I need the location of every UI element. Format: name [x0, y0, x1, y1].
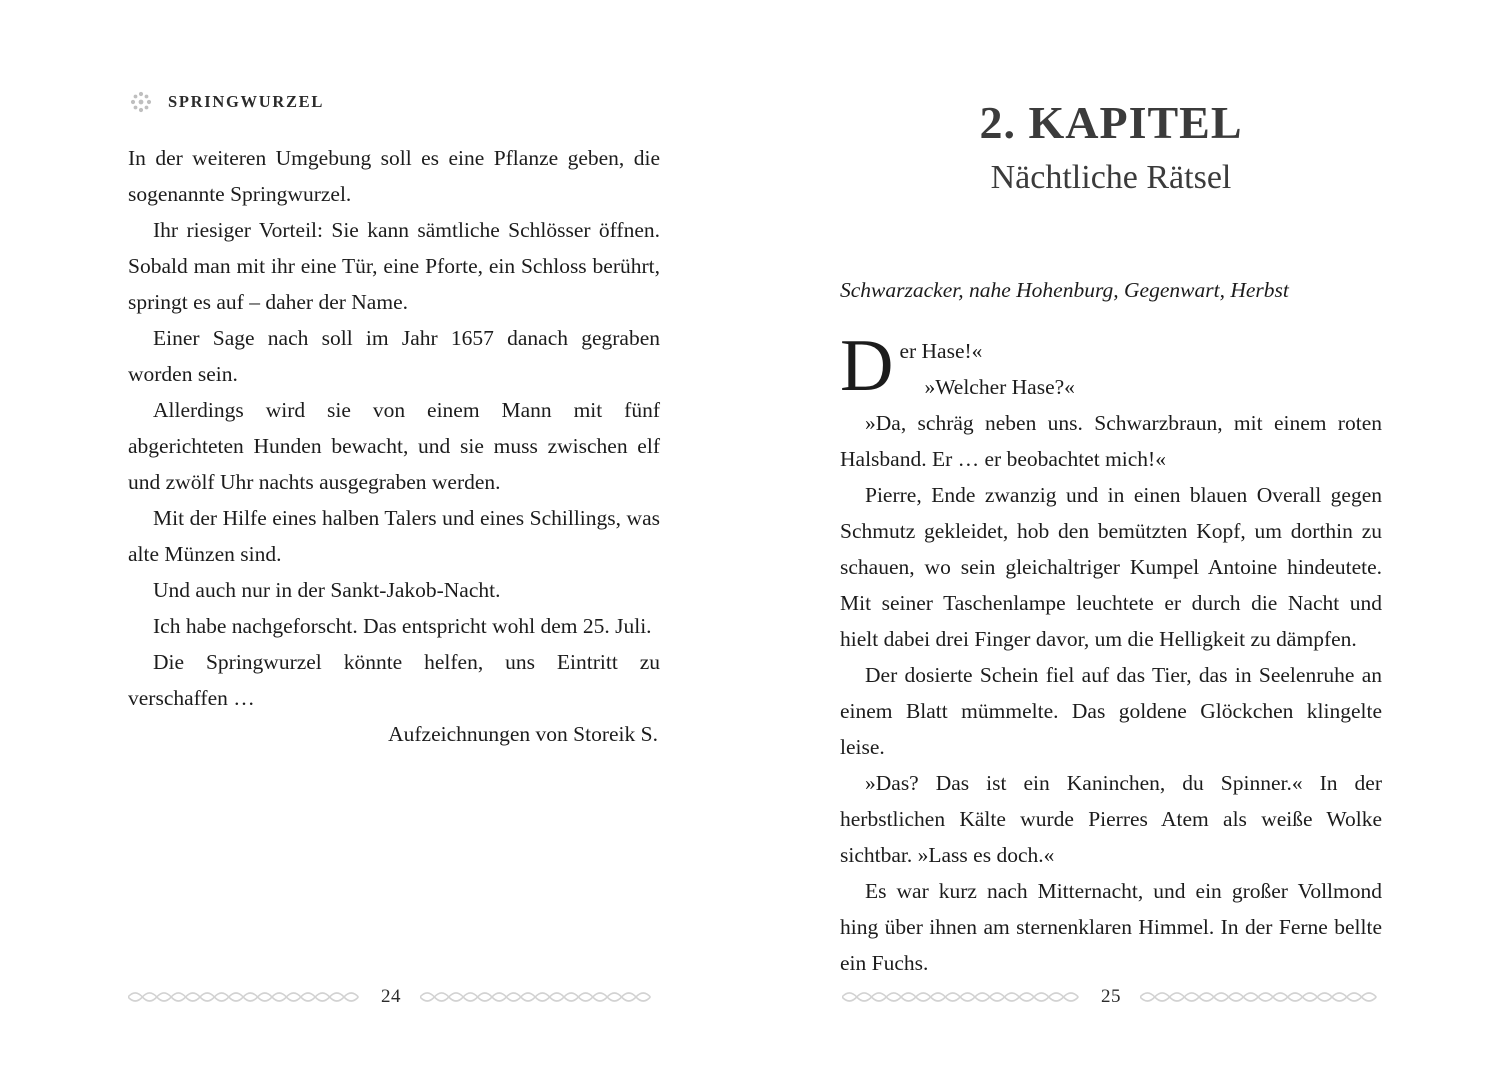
attribution-line: Aufzeichnungen von Storeik S.	[388, 722, 658, 746]
paragraph: Die Springwurzel könnte helfen, uns Eintritt zu verschaffen …	[128, 650, 660, 710]
page-number: 24	[381, 986, 401, 1007]
scene-setting-line: Schwarzacker, nahe Hohenburg, Gegenwart, Herbst	[840, 278, 1289, 302]
braided-rule-ornament-icon	[842, 986, 1082, 1008]
right-page-body	[840, 325, 1382, 981]
paragraph: Einer Sage nach soll im Jahr 1657 danach gegraben worden sein.	[128, 326, 660, 386]
paragraph: Ich habe nachgeforscht. Das entspricht wohl dem 25. Juli.	[153, 614, 652, 638]
paragraph: Es war kurz nach Mitternacht, und ein großer Vollmond hing über ihnen am sternenklaren Himmel. In der Ferne bellte ein Fuchs.	[840, 879, 1382, 975]
folio-right	[750, 986, 1500, 1008]
chapter-title: Nächtliche Rätsel	[990, 159, 1232, 196]
paragraph: Mit der Hilfe eines halben Talers und eines Schillings, was alte Münzen sind.	[128, 506, 660, 566]
running-head-label: SPRINGWURZEL	[168, 92, 325, 111]
braided-rule-ornament-icon	[420, 986, 654, 1008]
running-head	[128, 82, 660, 122]
chapter-number: 2. KAPITEL	[979, 97, 1243, 148]
drop-cap: D	[840, 325, 894, 407]
paragraph: »Da, schräg neben uns. Schwarzbraun, mit einem roten Halsband. Er … er beobachtet mich!«	[840, 411, 1382, 471]
paragraph: In der weiteren Umgebung soll es eine Pflanze geben, die sogenannte Springwurzel.	[128, 146, 660, 206]
opening-paragraph-text: er Hase!«	[899, 339, 983, 363]
paragraph: Und auch nur in der Sankt-Jakob-Nacht.	[153, 578, 501, 602]
right-page	[750, 0, 1500, 1086]
paragraph: »Das? Das ist ein Kaninchen, du Spinner.« In der herbstlichen Kälte wurde Pierres Atem als weiße Wolke sichtbar. »Lass es doch.«	[840, 771, 1382, 867]
braided-rule-ornament-icon	[128, 986, 362, 1008]
paragraph: Allerdings wird sie von einem Mann mit fünf abgerichteten Hunden bewacht, und sie muss zwischen elf und zwölf Uhr nachts ausgegraben werden.	[128, 398, 660, 494]
floral-diamond-ornament-icon	[128, 89, 154, 115]
braided-rule-ornament-icon	[1140, 986, 1380, 1008]
paragraph: Pierre, Ende zwanzig und in einen blauen Overall gegen Schmutz gekleidet, hob den bemützten Kopf, um dorthin zu schauen, wo sein gleichaltriger Kumpel Antoine hindeutete. Mit seiner Taschenlampe leuchtete er durch die Nacht und hielt dabei drei Finger davor, um die Helligkeit zu dämpfen.	[840, 483, 1382, 651]
left-page-body	[128, 140, 660, 752]
paragraph: »Welcher Hase?«	[924, 375, 1075, 399]
paragraph: Ihr riesiger Vorteil: Sie kann sämtliche Schlösser öffnen. Sobald man mit ihr eine Tür, eine Pforte, ein Schloss berührt, springt es auf – daher der Name.	[128, 218, 660, 314]
paragraph: Der dosierte Schein fiel auf das Tier, das in Seelenruhe an einem Blatt mümmelte. Das goldene Glöckchen klingelte leise.	[840, 663, 1382, 759]
page-number: 25	[1101, 986, 1121, 1007]
folio-left	[0, 986, 750, 1008]
